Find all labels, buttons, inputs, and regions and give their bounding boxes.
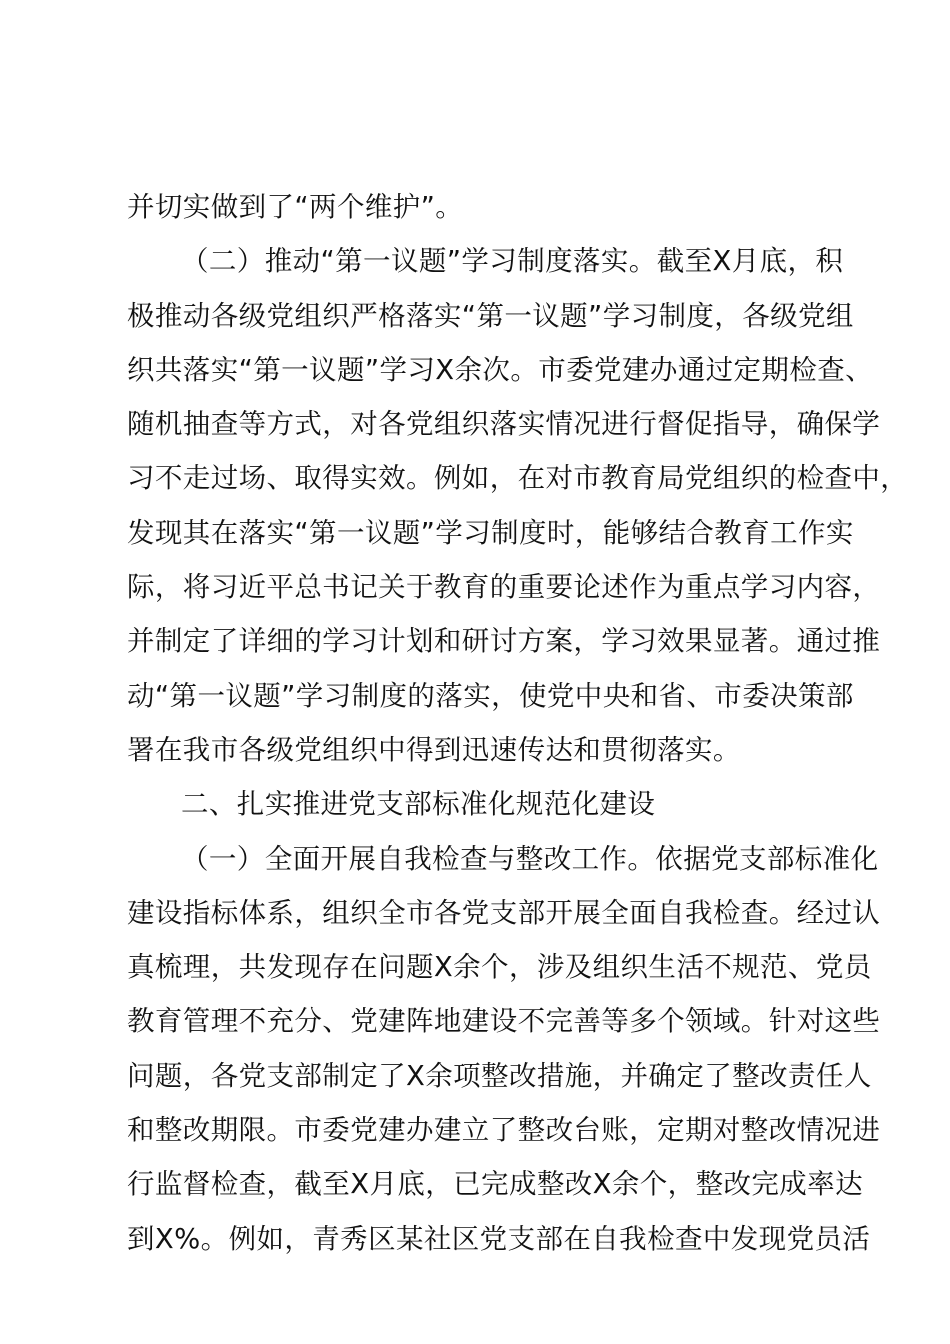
paragraph-line: 教育管理不充分、党建阵地建设不完善等多个领域。针对这些 bbox=[127, 1005, 881, 1038]
paragraph-line: 动“第一议题”学习制度的落实，使党中央和省、市委决策部 bbox=[127, 679, 854, 712]
paragraph-line: 并切实做到了“两个维护”。 bbox=[127, 191, 464, 223]
paragraph-line: 署在我市各级党组织中得到迅速传达和贯彻落实。 bbox=[127, 733, 741, 766]
paragraph-line: 建设指标体系，组织全市各党支部开展全面自我检查。经过认 bbox=[127, 896, 881, 929]
paragraph-line: 行监督检查，截至X月底，已完成整改X余个，整改完成率达 bbox=[127, 1168, 863, 1201]
document-body bbox=[127, 180, 909, 1266]
paragraph-line: 随机抽查等方式，对各党组织落实情况进行督促指导，确保学 bbox=[127, 408, 881, 441]
paragraph-line: （二）推动“第一议题”学习制度落实。截至X月底，积 bbox=[181, 245, 844, 278]
paragraph-line: 极推动各级党组织严格落实“第一议题”学习制度，各级党组 bbox=[127, 299, 854, 332]
paragraph-line: 发现其在落实“第一议题”学习制度时，能够结合教育工作实 bbox=[127, 516, 854, 549]
paragraph-line: 和整改期限。市委党建办建立了整改台账，定期对整改情况进 bbox=[127, 1114, 881, 1147]
paragraph-line: 到X%。例如，青秀区某社区党支部在自我检查中发现党员活 bbox=[127, 1222, 871, 1255]
paragraph-line: 问题，各党支部制定了X余项整改措施，并确定了整改责任人 bbox=[127, 1059, 872, 1092]
paragraph-line: 习不走过场、取得实效。例如，在对市教育局党组织的检查中， bbox=[127, 462, 909, 495]
section-heading: 二、扎实推进党支部标准化规范化建设 bbox=[181, 788, 656, 821]
paragraph-line: 织共落实“第一议题”学习X余次。市委党建办通过定期检查、 bbox=[127, 353, 874, 386]
paragraph-line: （一）全面开展自我检查与整改工作。依据党支部标准化 bbox=[181, 842, 879, 875]
paragraph-line: 际，将习近平总书记关于教育的重要论述作为重点学习内容， bbox=[127, 571, 881, 604]
paragraph-line: 真梳理，共发现存在问题X余个，涉及组织生活不规范、党员 bbox=[127, 951, 872, 984]
paragraph-line: 并制定了详细的学习计划和研讨方案，学习效果显著。通过推 bbox=[127, 625, 881, 658]
